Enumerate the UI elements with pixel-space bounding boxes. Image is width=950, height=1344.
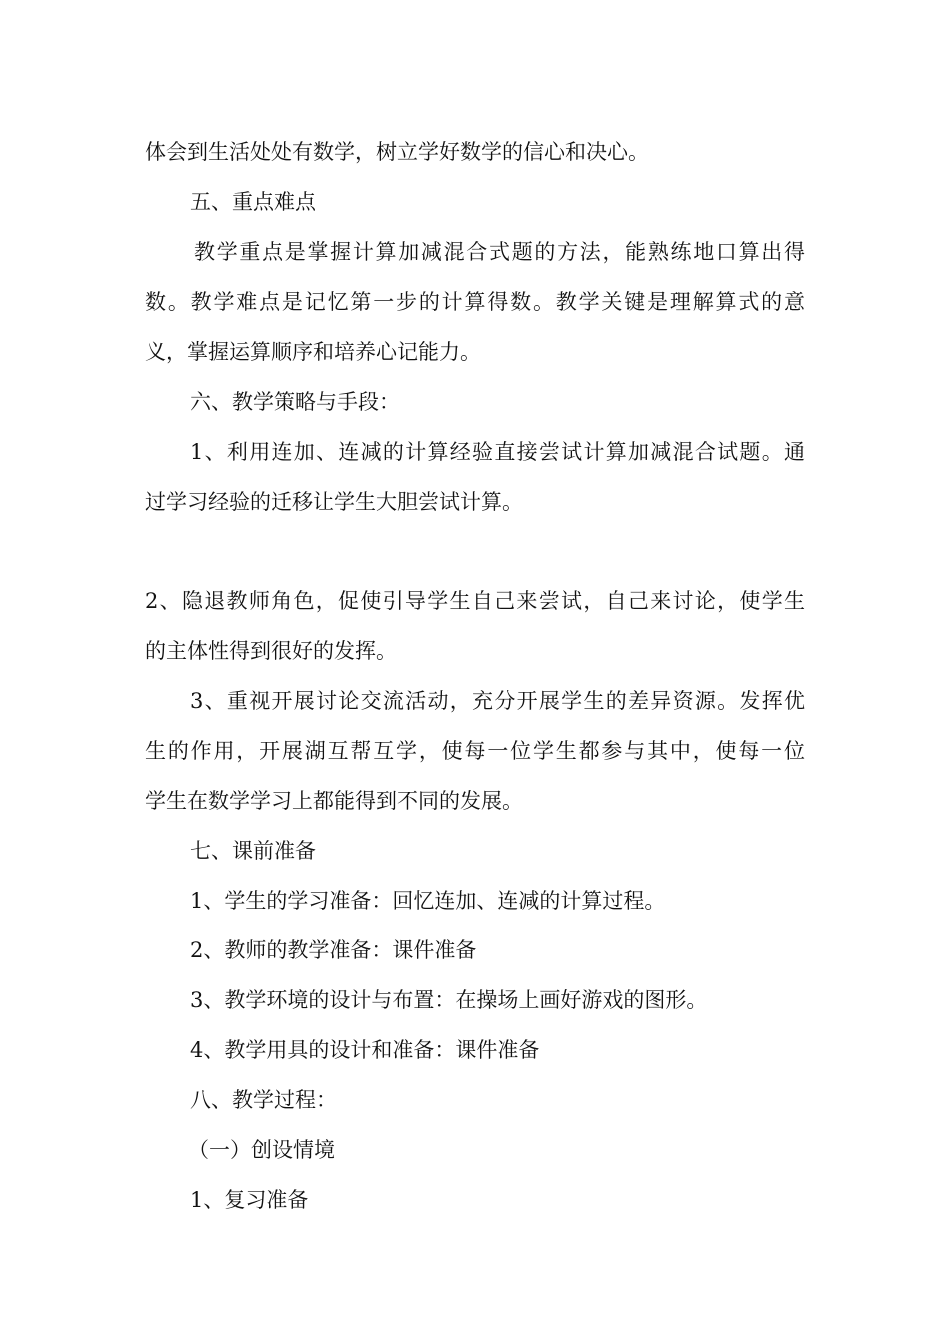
paragraph-line: 体会到生活处处有数学，树立学好数学的信心和决心。 — [145, 140, 649, 164]
section-heading: 五、重点难点 — [190, 190, 316, 214]
paragraph-line: 2、隐退教师角色，促使引导学生自己来尝试，自己来讨论，使学生 — [145, 589, 805, 613]
paragraph-line: 3、重视开展讨论交流活动，充分开展学生的差异资源。发挥优 — [190, 689, 805, 713]
list-item: 3、教学环境的设计与布置：在操场上画好游戏的图形。 — [190, 988, 708, 1012]
list-item: 1、学生的学习准备：回忆连加、连减的计算过程。 — [190, 889, 666, 913]
paragraph-line: 1、利用连加、连减的计算经验直接尝试计算加减混合试题。通 — [190, 440, 805, 464]
paragraph-line: 义，掌握运算顺序和培养心记能力。 — [145, 340, 481, 364]
paragraph-line: 过学习经验的迁移让学生大胆尝试计算。 — [145, 490, 523, 514]
paragraph-line: 生的作用，开展湖互帮互学，使每一位学生都参与其中，使每一位 — [145, 739, 805, 763]
list-item: 4、教学用具的设计和准备：课件准备 — [190, 1038, 540, 1062]
paragraph-line: 数。教学难点是记忆第一步的计算得数。教学关键是理解算式的意 — [145, 290, 805, 314]
paragraph-line: 教学重点是掌握计算加减混合式题的方法，能熟练地口算出得 — [194, 240, 805, 264]
section-heading: 八、教学过程： — [190, 1088, 337, 1112]
section-heading: 七、课前准备 — [190, 839, 316, 863]
paragraph-line: 的主体性得到很好的发挥。 — [145, 639, 397, 663]
list-item: 1、复习准备 — [190, 1188, 309, 1212]
paragraph-line: 学生在数学学习上都能得到不同的发展。 — [145, 789, 523, 813]
subsection-heading: （一）创设情境 — [188, 1138, 335, 1162]
list-item: 2、教师的教学准备：课件准备 — [190, 938, 477, 962]
section-heading: 六、教学策略与手段： — [190, 390, 400, 414]
